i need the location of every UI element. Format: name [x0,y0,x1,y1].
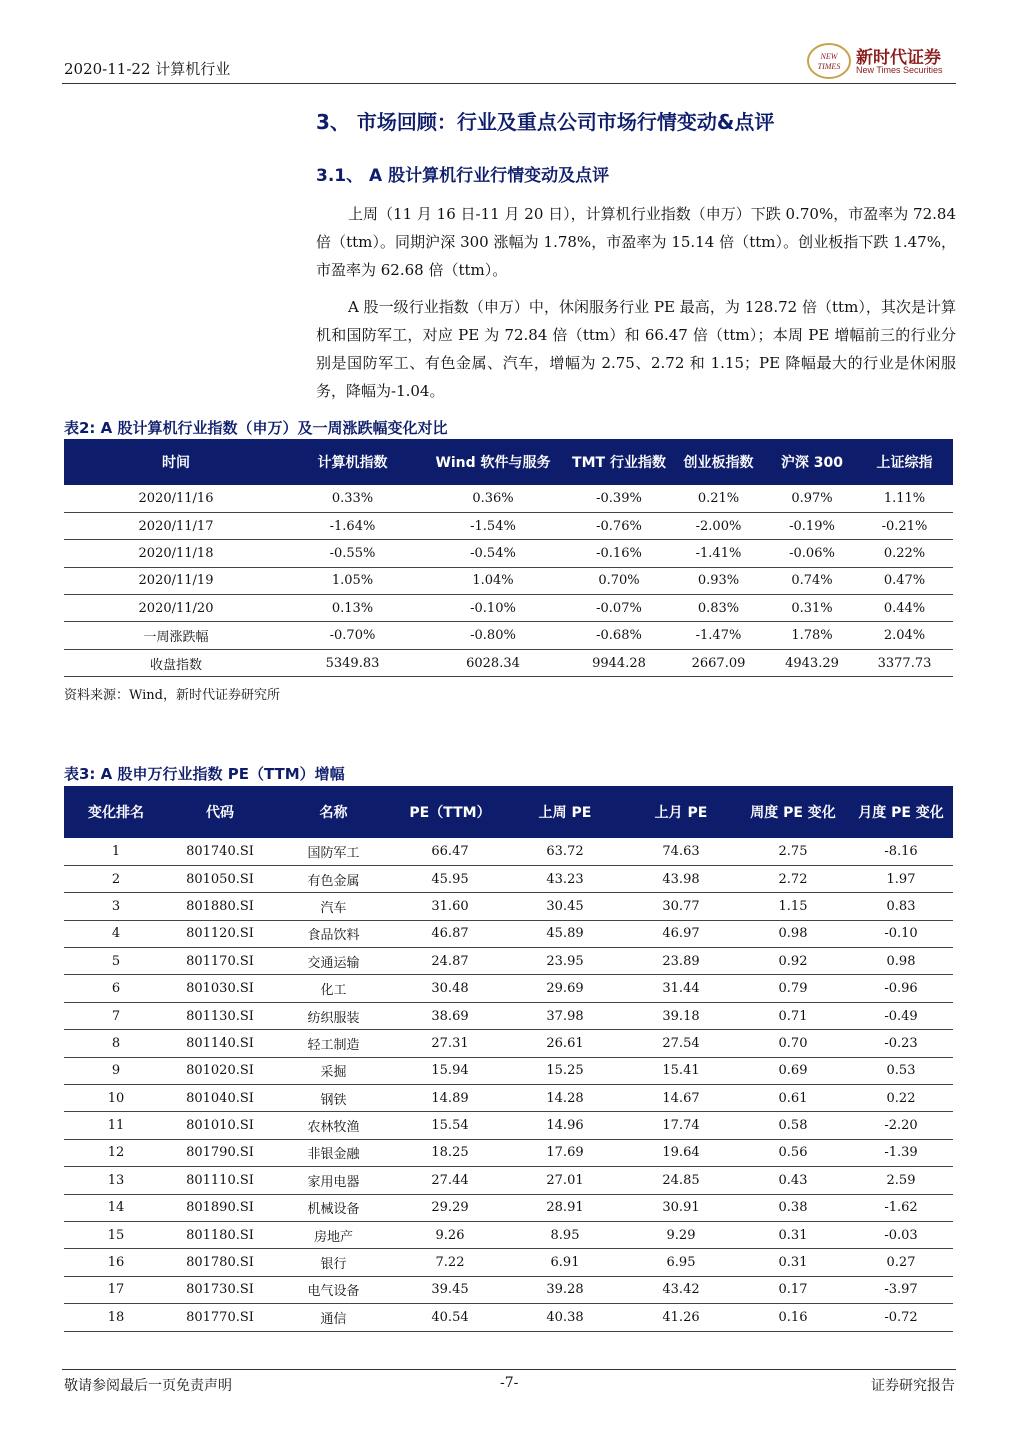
table3-cell: 43.23 [505,865,625,892]
table3-cell: 801880.SI [168,893,272,920]
table3-row [64,920,953,947]
table3-cell: 15.41 [625,1057,737,1084]
table3-cell: 0.92 [737,948,849,975]
table3-cell: 27.54 [625,1030,737,1057]
table3-cell: 0.31 [737,1249,849,1276]
table3-cell: 8 [64,1030,168,1057]
table2-cell: -0.55% [288,540,417,567]
table2-header-cell: 时间 [64,439,288,485]
table3-cell: 3 [64,893,168,920]
table3-cell: 801140.SI [168,1030,272,1057]
table3-cell: 16 [64,1249,168,1276]
table3-cell: 1.15 [737,893,849,920]
table3-header-cell: 名称 [272,786,395,838]
table3-cell: 0.69 [737,1057,849,1084]
table3-cell: 801030.SI [168,975,272,1002]
table3-cell: 2.75 [737,838,849,865]
table2-row [64,567,953,594]
table3-header-cell: 周度 PE 变化 [737,786,849,838]
table3-cell: 30.45 [505,893,625,920]
table3-row [64,1276,953,1303]
table3-cell: 40.54 [395,1304,505,1331]
table3-cell: 9.29 [625,1221,737,1248]
table3-cell: 14.67 [625,1085,737,1112]
table2-source-note: 资料来源：Wind，新时代证券研究所 [64,688,280,703]
table3-cell: 801020.SI [168,1057,272,1084]
table3-cell: 30.48 [395,975,505,1002]
table3-header-cell: PE（TTM） [395,786,505,838]
table2-cell: 5349.83 [288,649,417,676]
table2-header-cell: 沪深 300 [768,439,856,485]
table2-cell: 0.47% [856,567,953,594]
logo-english-name: New Times Securities [856,65,943,75]
table3-cell: 801040.SI [168,1085,272,1112]
table2-cell: 0.97% [768,485,856,512]
table3-cell: 66.47 [395,838,505,865]
table3-cell: 9 [64,1057,168,1084]
table2-header-cell: 上证综指 [856,439,953,485]
table3-header-cell: 上周 PE [505,786,625,838]
table3-cell: 31.44 [625,975,737,1002]
table2-row [64,512,953,539]
table3-cell: 钢铁 [272,1085,395,1112]
table3-row [64,1304,953,1331]
table3-cell: 801120.SI [168,920,272,947]
table3-row [64,1221,953,1248]
table3-cell: 24.85 [625,1167,737,1194]
table2-cell: 3377.73 [856,649,953,676]
table3-cell: 24.87 [395,948,505,975]
table3-cell: 801170.SI [168,948,272,975]
table2-cell: -0.54% [417,540,569,567]
table3-cell: 0.58 [737,1112,849,1139]
table3-cell: 纺织服装 [272,1002,395,1029]
table3-cell: 801010.SI [168,1112,272,1139]
table3-cell: 17 [64,1276,168,1303]
table3-cell: 化工 [272,975,395,1002]
logo-mark-new: NEW [820,52,838,61]
table3-cell: 15 [64,1221,168,1248]
table2-row [64,540,953,567]
table3-cell: 28.91 [505,1194,625,1221]
table2-cell: 0.13% [288,595,417,622]
table2-header-cell: Wind 软件与服务 [417,439,569,485]
table3-cell: 801790.SI [168,1139,272,1166]
table2-cell: -1.47% [669,622,768,649]
table3-cell: 0.83 [849,893,953,920]
table2-cell: 1.78% [768,622,856,649]
table3-cell: 6.95 [625,1249,737,1276]
table3-row [64,865,953,892]
table3-cell: -2.20 [849,1112,953,1139]
table3-header-cell: 变化排名 [64,786,168,838]
table3-cell: 2.59 [849,1167,953,1194]
table2-row [64,649,953,676]
table3-cell: 6 [64,975,168,1002]
table3-cell: 9.26 [395,1221,505,1248]
table3-row [64,1112,953,1139]
table3-cell: 0.53 [849,1057,953,1084]
table3-cell: 801890.SI [168,1194,272,1221]
table2-cell: 0.22% [856,540,953,567]
table3-cell: -0.96 [849,975,953,1002]
table3-cell: 0.22 [849,1085,953,1112]
table3-cell: 0.79 [737,975,849,1002]
table2-row [64,485,953,512]
table2-cell: 4943.29 [768,649,856,676]
table3-cell: 37.98 [505,1002,625,1029]
table2-cell: -0.76% [569,512,669,539]
table3-cell: 国防军工 [272,838,395,865]
table2-cell: 0.93% [669,567,768,594]
company-logo [806,40,966,84]
table3-cell: 801730.SI [168,1276,272,1303]
table3-cell: 801780.SI [168,1249,272,1276]
table3-cell: 63.72 [505,838,625,865]
table3-cell: 45.89 [505,920,625,947]
table3-cell: 食品饮料 [272,920,395,947]
table3-cell: 13 [64,1167,168,1194]
table3-cell: 39.28 [505,1276,625,1303]
table3-row [64,1030,953,1057]
table3-cell: 19.64 [625,1139,737,1166]
table3-cell: 15.25 [505,1057,625,1084]
table3-cell: 4 [64,920,168,947]
table3-cell: 0.56 [737,1139,849,1166]
table3-cell: 14.96 [505,1112,625,1139]
table3-row [64,1194,953,1221]
table2-cell: 0.44% [856,595,953,622]
table3-cell: 2.72 [737,865,849,892]
table3-cell: 14.28 [505,1085,625,1112]
table3-cell: 10 [64,1085,168,1112]
table3-row [64,1139,953,1166]
footer-disclaimer: 敬请参阅最后一页免责声明 [64,1378,232,1394]
table3-cell: -0.23 [849,1030,953,1057]
table2-row [64,595,953,622]
table3-cell: 30.91 [625,1194,737,1221]
table3-cell: 14 [64,1194,168,1221]
table3-cell: 6.91 [505,1249,625,1276]
table3-cell: -0.10 [849,920,953,947]
table3-cell: 15.54 [395,1112,505,1139]
table3-row [64,893,953,920]
subsection-heading: 3.1、 A 股计算机行业行情变动及点评 [316,166,610,186]
table3-cell: 5 [64,948,168,975]
table3-cell: 23.89 [625,948,737,975]
table3-cell: 46.97 [625,920,737,947]
table3-cell: 41.26 [625,1304,737,1331]
table3-cell: -1.62 [849,1194,953,1221]
index-change-table [64,439,953,677]
page-number: -7- [500,1375,519,1391]
table3-row [64,948,953,975]
table3-cell: 11 [64,1112,168,1139]
table2-cell: 9944.28 [569,649,669,676]
table2-cell: 1.04% [417,567,569,594]
table3-cell: 29.29 [395,1194,505,1221]
table3-row [64,1085,953,1112]
table2-cell: 0.83% [669,595,768,622]
table3-cell: 0.43 [737,1167,849,1194]
table2-cell: -2.00% [669,512,768,539]
table2-cell: 收盘指数 [64,649,288,676]
table3-row [64,1057,953,1084]
table3-cell: 17.74 [625,1112,737,1139]
table3-cell: -0.03 [849,1221,953,1248]
table3-cell: 801770.SI [168,1304,272,1331]
table3-header-cell: 代码 [168,786,272,838]
table3-row [64,1167,953,1194]
table3-cell: 0.17 [737,1276,849,1303]
paragraph-pe-comparison: A 股一级行业指数（申万）中，休闲服务行业 PE 最高，为 128.72 倍（ttm），其次是计算机和国防军工，对应 PE 为 72.84 倍（ttm）和 66.47 倍（ttm）；本周 PE 增幅前三的行业分别是国防军工、有色金属、汽车，增幅为 2.75、2.72 和 1.15；PE 降幅最大的行业是休闲服务，降幅为-1.04。 [316,298,956,400]
table2-cell: 2667.09 [669,649,768,676]
table3-cell: 1.97 [849,865,953,892]
table3-cell: 轻工制造 [272,1030,395,1057]
table2-cell: -0.70% [288,622,417,649]
table3-caption: 表3: A 股申万行业指数 PE（TTM）增幅 [64,765,345,783]
table3-cell: 27.31 [395,1030,505,1057]
table3-cell: 23.95 [505,948,625,975]
table3-cell: 27.01 [505,1167,625,1194]
table3-cell: 0.98 [849,948,953,975]
table3-cell: 39.45 [395,1276,505,1303]
table2-cell: -1.54% [417,512,569,539]
table3-cell: 7 [64,1002,168,1029]
table3-cell: 房地产 [272,1221,395,1248]
table3-cell: 801110.SI [168,1167,272,1194]
table3-cell: 0.98 [737,920,849,947]
table3-cell: 机械设备 [272,1194,395,1221]
table3-cell: -0.72 [849,1304,953,1331]
table3-cell: 0.38 [737,1194,849,1221]
table3-header-cell: 上月 PE [625,786,737,838]
table2-header-row [64,439,953,485]
footer-divider [62,1369,956,1370]
table3-cell: 40.38 [505,1304,625,1331]
table3-cell: 801740.SI [168,838,272,865]
table2-cell: 1.05% [288,567,417,594]
table3-cell: 29.69 [505,975,625,1002]
table2-cell: -0.06% [768,540,856,567]
table3-cell: 电气设备 [272,1276,395,1303]
table3-cell: 0.31 [737,1221,849,1248]
table2-cell: 2.04% [856,622,953,649]
table2-cell: 一周涨跌幅 [64,622,288,649]
table3-cell: 74.63 [625,838,737,865]
table3-cell: 银行 [272,1249,395,1276]
table3-cell: 0.61 [737,1085,849,1112]
table3-cell: 801130.SI [168,1002,272,1029]
table2-cell: 0.31% [768,595,856,622]
table2-cell: 2020/11/16 [64,485,288,512]
table3-cell: 农林牧渔 [272,1112,395,1139]
table3-cell: 17.69 [505,1139,625,1166]
table3-cell: 46.87 [395,920,505,947]
table2-header-cell: 计算机指数 [288,439,417,485]
table3-cell: 0.16 [737,1304,849,1331]
table3-cell: 27.44 [395,1167,505,1194]
table3-cell: 2 [64,865,168,892]
table2-cell: 0.74% [768,567,856,594]
table3-cell: 30.77 [625,893,737,920]
table2-cell: -1.64% [288,512,417,539]
table2-cell: 2020/11/18 [64,540,288,567]
table2-cell: 2020/11/19 [64,567,288,594]
table3-cell: 15.94 [395,1057,505,1084]
table3-cell: 38.69 [395,1002,505,1029]
table2-header-cell: TMT 行业指数 [569,439,669,485]
table3-cell: 18.25 [395,1139,505,1166]
table2-row [64,622,953,649]
table3-cell: 0.70 [737,1030,849,1057]
table2-cell: -0.16% [569,540,669,567]
table3-cell: 801050.SI [168,865,272,892]
table2-cell: 6028.34 [417,649,569,676]
paragraph-weekly-summary: 上周（11 月 16 日-11 月 20 日），计算机行业指数（申万）下跌 0.70%，市盈率为 72.84 倍（ttm）。同期沪深 300 涨幅为 1.78%，市盈率为 15.14 倍（ttm）。创业板指下跌 1.47%，市盈率为 62.68 倍（ttm）。 [316,205,956,279]
logo-badge-icon [806,42,852,80]
table3-cell: 801180.SI [168,1221,272,1248]
table2-cell: 2020/11/17 [64,512,288,539]
table3-row [64,1249,953,1276]
table3-cell: 26.61 [505,1030,625,1057]
table2-cell: 0.70% [569,567,669,594]
table3-cell: 0.27 [849,1249,953,1276]
table3-cell: 18 [64,1304,168,1331]
table3-cell: 家用电器 [272,1167,395,1194]
table2-cell: -0.21% [856,512,953,539]
footer-report-type: 证券研究报告 [871,1378,955,1394]
table2-cell: -0.80% [417,622,569,649]
table3-row [64,975,953,1002]
table3-cell: 0.71 [737,1002,849,1029]
table3-cell: 1 [64,838,168,865]
table3-cell: 汽车 [272,893,395,920]
table2-cell: 0.21% [669,485,768,512]
table3-header-cell: 月度 PE 变化 [849,786,953,838]
table2-header-cell: 创业板指数 [669,439,768,485]
table2-cell: -0.10% [417,595,569,622]
table3-cell: 交通运输 [272,948,395,975]
table2-cell: -0.19% [768,512,856,539]
header-date-sector: 2020-11-22 计算机行业 [64,60,231,78]
table2-cell: 1.11% [856,485,953,512]
table2-cell: -0.39% [569,485,669,512]
table3-cell: 14.89 [395,1085,505,1112]
table2-cell: -1.41% [669,540,768,567]
table3-cell: -1.39 [849,1139,953,1166]
table2-cell: -0.68% [569,622,669,649]
table3-cell: 43.42 [625,1276,737,1303]
table3-cell: 7.22 [395,1249,505,1276]
table3-cell: 45.95 [395,865,505,892]
table3-cell: 43.98 [625,865,737,892]
table3-row [64,1002,953,1029]
section-heading: 3、 市场回顾：行业及重点公司市场行情变动&点评 [316,110,775,134]
table3-header-row [64,786,953,838]
table2-cell: 0.36% [417,485,569,512]
table3-cell: 通信 [272,1304,395,1331]
table2-cell: -0.07% [569,595,669,622]
table3-row [64,838,953,865]
header-divider [62,83,956,84]
table2-cell: 2020/11/20 [64,595,288,622]
industry-pe-table [64,786,953,1332]
table3-cell: 12 [64,1139,168,1166]
table3-cell: -0.49 [849,1002,953,1029]
table2-caption: 表2: A 股计算机行业指数（申万）及一周涨跌幅变化对比 [64,419,448,437]
table3-cell: -8.16 [849,838,953,865]
table3-cell: 39.18 [625,1002,737,1029]
table2-cell: 0.33% [288,485,417,512]
logo-chinese-name: 新时代证券 [856,48,941,68]
table3-cell: 31.60 [395,893,505,920]
logo-mark-times: TIMES [817,62,841,71]
table3-cell: 有色金属 [272,865,395,892]
table3-cell: 采掘 [272,1057,395,1084]
table3-cell: 非银金融 [272,1139,395,1166]
table3-cell: -3.97 [849,1276,953,1303]
table3-cell: 8.95 [505,1221,625,1248]
